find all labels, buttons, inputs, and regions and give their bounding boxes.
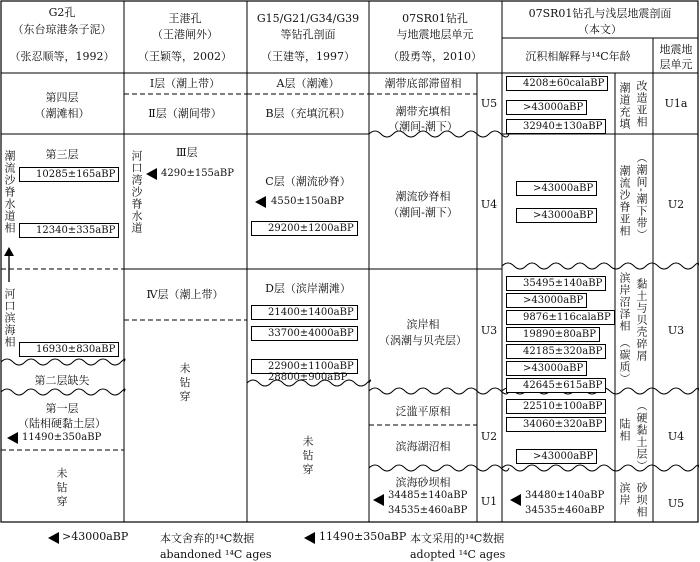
c3-layer-c: C层（潮流砂脊）	[265, 175, 351, 188]
c5-age-10: 42185±320aBP	[506, 344, 606, 359]
c5-facies-3-sub: （碳质）	[618, 337, 631, 385]
c5-unit-u3: U3	[667, 324, 685, 337]
legend-adopted-en: adopted ¹⁴C ages	[410, 548, 506, 561]
c4-unit-u5: U5	[480, 97, 498, 110]
c1-wave-1	[1, 359, 125, 365]
c3-age-a: 4550±150aBP	[271, 196, 344, 207]
c5-age-9: 19890±80aBP	[506, 327, 600, 342]
c1-first-layer-2: （陆相硬黏土层）	[18, 417, 106, 430]
legend-adopted-icon	[304, 532, 315, 544]
c5-age-5: >43000aBP	[516, 208, 597, 223]
adopted-triangle-icon	[7, 432, 18, 444]
c2-not-drilled-3: 穿	[179, 390, 191, 403]
c4-unit-u3: U3	[480, 324, 498, 337]
c4-age-a: 34485±140aBP	[388, 490, 468, 501]
c5-age-2: >43000aBP	[506, 100, 587, 115]
c5-wave-3	[502, 465, 699, 471]
c5-facies-4: 陆相	[618, 418, 631, 442]
c4-header-2: 与地震地层单元	[396, 28, 474, 41]
c1-third-layer: 第三层	[45, 148, 79, 161]
c2-layer-4: Ⅳ层（潮上带）	[146, 288, 224, 301]
legend-abandoned-value: >43000aBP	[62, 530, 129, 543]
c1-first-layer-1: 第一层	[45, 402, 79, 415]
c5-unit-u2: U2	[667, 198, 685, 211]
c3-header-3: （王建等，1997）	[261, 50, 355, 63]
legend-abandoned-en: abandoned ¹⁴C ages	[160, 548, 272, 561]
c1-quaternary-2: （潮滩相）	[34, 107, 90, 120]
c5-facies-1: 潮道充填	[618, 82, 631, 130]
c2-age-a: 4290±155aBP	[161, 168, 234, 179]
c4-facies-1: 潮带底部滞留相	[384, 77, 462, 90]
c4-facies-6: 滨海湖沼相	[395, 440, 451, 453]
c5-age-1: 4208±60calaBP	[506, 76, 608, 91]
c5-age-12: 42645±615aBP	[506, 378, 606, 393]
c5-facies-5: 滨岸	[618, 482, 631, 506]
c4-facies-4b: （涡潮与贝壳层）	[379, 334, 467, 347]
c4-facies-2a: 潮带充填相	[395, 105, 451, 118]
c4-unit-u2: U2	[480, 430, 498, 443]
c2-header-2: （王港闸外）	[152, 28, 218, 41]
c1-age-c: 16930±830aBP	[19, 342, 119, 357]
c5-age-8: 9876±116calaBP	[506, 310, 615, 325]
c4-age-b: 34535±460aBP	[388, 505, 468, 516]
c4-facies-2b: （潮间-潮下）	[388, 120, 458, 133]
c3-not-drilled-1: 未	[302, 435, 314, 448]
adopted-triangle-icon	[146, 168, 157, 180]
c2-header-3: （王颖等，2002）	[138, 50, 232, 63]
legend-abandoned-cn: 本文舍弃的¹⁴C数据	[160, 532, 255, 545]
c5-unit-u4: U4	[667, 430, 685, 443]
legend-adopted-value: 11490±350aBP	[319, 530, 407, 543]
c5-age-4: >43000aBP	[516, 181, 597, 196]
c5-header-2: （本文）	[578, 23, 622, 36]
c4-wave-2	[369, 388, 509, 394]
c4-header-1: 07SR01钻孔	[402, 12, 468, 25]
c4-unit-u1: U1	[480, 495, 498, 508]
c2-header-1: 王港孔	[168, 12, 202, 25]
c4-facies-4a: 滨岸相	[406, 318, 440, 331]
adopted-triangle-icon	[255, 196, 266, 208]
c1-missing-layer: 第二层缺失	[34, 374, 90, 387]
c2-not-drilled-1: 未	[179, 362, 191, 375]
c5-header-1: 07SR01钻孔与浅层地震剖面	[528, 7, 672, 20]
c5-facies-1-sub: 改造亚相	[635, 80, 648, 128]
c1-header-1: G2孔	[48, 6, 76, 19]
c1-not-drilled-3: 穿	[56, 495, 68, 508]
c1-estuary-label: 河口滨海相	[3, 288, 16, 348]
c5-subheader-left: 沉积相解释与¹⁴C年龄	[525, 50, 631, 63]
c2-layer-3: Ⅲ层	[176, 146, 198, 159]
legend-abandoned-icon	[48, 532, 59, 544]
c1-quaternary-1: 第四层	[45, 91, 79, 104]
c5-age-13: 22510±100aBP	[506, 399, 606, 414]
adopted-triangle-icon	[373, 494, 384, 506]
c1-not-drilled-2: 钻	[56, 481, 68, 494]
c4-facies-3b: （潮间-潮下）	[388, 206, 458, 219]
c5-unit-u5: U5	[667, 497, 685, 510]
c3-not-drilled-2: 钻	[302, 449, 314, 462]
c3-header-1: G15/G21/G34/G39	[256, 12, 360, 25]
c5-age-11: >43000aBP	[506, 361, 587, 376]
c5-wave-1	[502, 263, 699, 269]
c2-layer-1: Ⅰ层（潮上带）	[149, 77, 221, 90]
c5-subheader-right-2: 层单元	[659, 58, 693, 71]
legend-adopted-cn: 本文采用的¹⁴C数据	[410, 532, 505, 545]
up-arrow-icon	[4, 247, 14, 256]
c5-facies-3-side: 黏土与贝壳碎屑	[635, 278, 648, 362]
c3-layer-a: A层（潮滩）	[276, 77, 340, 90]
c3-age-d: 33700±4000aBP	[251, 326, 358, 341]
c4-wave-3	[369, 465, 509, 471]
c4-header-3: （殷勇等，2010）	[388, 50, 482, 63]
c1-not-drilled-1: 未	[56, 467, 68, 480]
c5-unit-u1a: U1a	[664, 97, 688, 110]
c5-facies-4-sub: （硬黏土层）	[635, 400, 648, 472]
c3-age-f: 28800±900aBP	[268, 372, 348, 383]
c5-subheader-right-1: 地震地	[659, 43, 693, 56]
adopted-triangle-icon	[510, 494, 521, 506]
c1-tidal-channel-label: 潮流沙脊水道相	[3, 150, 16, 234]
c1-age-a: 10285±165aBP	[19, 167, 119, 182]
c5-age-15: >43000aBP	[516, 449, 597, 464]
c4-facies-3a: 潮流砂脊相	[395, 190, 451, 203]
c4-unit-u4: U4	[480, 198, 498, 211]
c3-header-2: 等钻孔剖面	[280, 28, 336, 41]
c1-wave-2	[1, 389, 125, 395]
c2-not-drilled-2: 钻	[179, 376, 191, 389]
c2-estuary-label: 河口湾沙脊水道	[130, 150, 143, 234]
c4-facies-7: 滨海砂坝相	[395, 476, 451, 489]
c5-age-7: >43000aBP	[506, 293, 587, 308]
c5-age-3: 32940±130aBP	[506, 119, 606, 134]
c3-age-c: 21400±1400aBP	[251, 305, 358, 320]
c3-layer-b: B层（充填沉积）	[265, 107, 351, 120]
c3-age-e: 22900±1100aBP	[251, 359, 358, 374]
c2-layer-2: Ⅱ层（潮间带）	[148, 107, 222, 120]
c4-facies-5: 泛滥平原相	[395, 405, 451, 418]
c5-age-6: 35495±140aBP	[506, 276, 606, 291]
c1-age-d: 11490±350aBP	[22, 432, 102, 443]
c5-facies-5-sub: 砂坝相	[635, 482, 648, 518]
c5-age-14: 34060±320aBP	[506, 417, 606, 432]
c3-age-b: 29200±1200aBP	[251, 221, 358, 236]
c1-header-3: （张忍顺等，1992）	[9, 50, 115, 63]
c5-age-16: 34480±140aBP	[525, 490, 605, 501]
c3-not-drilled-3: 穿	[302, 463, 314, 476]
c1-header-2: （东台琼港条子泥）	[12, 23, 112, 36]
c5-age-17: 34535±460aBP	[525, 505, 605, 516]
c3-layer-d: D层（滨岸潮滩）	[265, 282, 351, 295]
c5-facies-2: 潮流沙脊亚相	[618, 165, 631, 237]
c5-facies-2-sub: （潮间-潮下带）	[635, 152, 648, 241]
c1-age-b: 12340±335aBP	[19, 223, 119, 238]
c5-facies-3: 滨岸沼泽相	[618, 272, 631, 332]
